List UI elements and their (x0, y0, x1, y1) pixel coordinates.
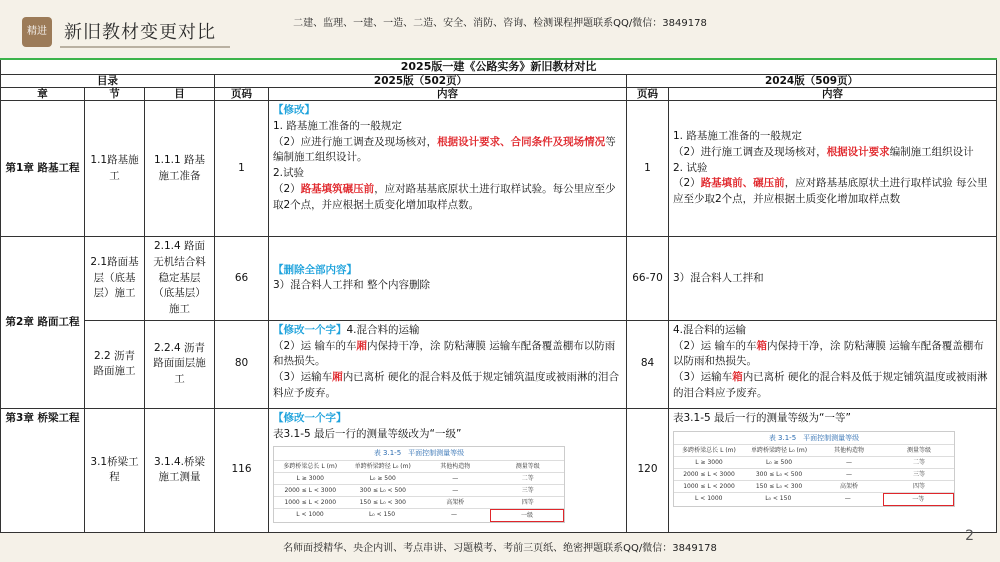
content-line: 2.试验 (273, 167, 305, 179)
cell-content-2025 (269, 101, 627, 237)
cell-page-2025: 116 (215, 408, 269, 532)
cell-content-2025 (269, 320, 627, 408)
embedded-table-2025 (273, 446, 565, 523)
content-line: （3）运输车箱内已离析 硬化的混合料及低于规定铺筑温度或被雨淋的泪合料应予废弃。 (673, 371, 988, 399)
embedded-table-row: 2000 ≤ L < 3000 300 ≤ L₀ < 500 — 三等 (274, 484, 564, 496)
change-tag: 【修改一个字】 (273, 411, 347, 424)
embedded-table-title: 表 3.1-5 平面控制测量等级 (768, 433, 860, 442)
slide-title: 新旧教材变更对比 (64, 22, 216, 43)
col-header-mu: 目 (145, 88, 215, 101)
col-header-page-2024: 页码 (627, 88, 669, 101)
cell-mu: 2.1.4 路面无机结合料稳定基层（底基层）施工 (145, 237, 215, 321)
table-row (1, 101, 997, 237)
embedded-table-header: 多跨桥梁总长 L (m) 单跨桥梁跨径 L₀ (m) 其他构造物 测量等级 (274, 460, 564, 472)
cell-page-2025: 80 (215, 320, 269, 408)
content-line: （2）运 输车的车箱内保持干净，涂 防粘薄膜 运输车配备覆盖棚布以防雨和热损失。 (673, 339, 984, 368)
slide-header (0, 0, 1000, 58)
cell-content-2024 (669, 408, 997, 532)
cell-jie: 2.2 沥青路面施工 (85, 320, 145, 408)
embedded-table-row: 1000 ≤ L < 2000 150 ≤ L₀ < 300 高架桥 四等 (274, 496, 564, 508)
comparison-table (0, 58, 997, 533)
embedded-table-row: L ≥ 3000 L₀ ≥ 500 — 二等 (674, 456, 954, 468)
cell-page-2024: 120 (627, 408, 669, 532)
col-header-zhang: 章 (1, 88, 85, 101)
cell-page-2024: 84 (627, 320, 669, 408)
cell-mu: 3.1.4.桥梁施工测量 (145, 408, 215, 532)
content-line: （2）路基填前、碾压前，应对路基基底原状土进行取样试验 每公里应至少取2个点，并应根据土质变化增加取样点数 (673, 177, 988, 206)
logo: 精进 (22, 17, 52, 47)
cell-page-2024: 66-70 (627, 237, 669, 321)
cell-content-2024 (669, 320, 997, 408)
content-line: （2）运 输车的车厢内保持干净，涂 防粘薄膜 运输车配备覆盖棚布以防雨和热损失。 (273, 339, 616, 368)
embedded-table-row: L < 1000 L₀ < 150 — 一级 (274, 508, 564, 522)
table-row (1, 408, 997, 532)
change-tag: 【修改】 (273, 104, 315, 116)
cell-mu: 1.1.1 路基施工准备 (145, 101, 215, 237)
content-line: 【修改一个字】4.混合料的运输 (273, 323, 420, 336)
change-tag: 【删除全部内容】 (273, 263, 357, 276)
table-row (1, 320, 997, 408)
embedded-table-title: 表 3.1-5 平面控制测量等级 (373, 449, 465, 458)
cell-zhang: 第2章 路面工程 (1, 237, 85, 409)
top-contact-note: 二建、监理、一建、一造、二造、安全、消防、咨询、检测课程押题联系QQ/微信：3849178 (293, 18, 707, 29)
col-header-page-2025: 页码 (215, 88, 269, 101)
embedded-table-row: 2000 ≤ L < 3000 300 ≤ L₀ < 500 — 三等 (674, 468, 954, 480)
embedded-table-row: L ≥ 3000 L₀ ≥ 500 — 二等 (274, 472, 564, 484)
content-line: 表3.1-5 最后一行的测量等级为“一等” (673, 411, 851, 424)
col-header-jie: 节 (85, 88, 145, 101)
content-line: 4.混合料的运输 (673, 323, 747, 336)
table-main-title: 2025版一建《公路实务》新旧教材对比 (1, 59, 997, 75)
embedded-table-header: 多跨桥梁总长 L (m) 单跨桥梁跨径 L₀ (m) 其他构造物 测量等级 (674, 444, 954, 456)
cell-zhang: 第3章 桥梁工程 (1, 408, 85, 532)
cell-content-2024: 3）混合料人工拌和 (669, 237, 997, 321)
content-line: 3）混合料人工拌和 整个内容删除 (273, 279, 431, 292)
embedded-table-row: 1000 ≤ L < 2000 150 ≤ L₀ < 300 高架桥 四等 (674, 480, 954, 492)
col-header-content-2024: 内容 (669, 88, 997, 101)
cell-page-2025: 1 (215, 101, 269, 237)
content-line: 表3.1-5 最后一行的测量等级改为“一级” (273, 427, 462, 440)
group-header-mulu: 目录 (1, 75, 215, 88)
group-header-2025: 2025版（502页） (215, 75, 627, 88)
title-underline (60, 46, 230, 48)
cell-jie: 3.1桥梁工程 (85, 408, 145, 532)
cell-content-2025 (269, 237, 627, 321)
embedded-table-2024 (673, 431, 955, 508)
table-row (1, 237, 997, 321)
content-line: 1. 路基施工准备的一般规定 (273, 119, 402, 132)
content-line: （2）进行施工调查及现场核对，根据设计要求编制施工组织设计 (673, 145, 974, 158)
cell-page-2024: 1 (627, 101, 669, 237)
cell-mu: 2.2.4 沥青路面面层施工 (145, 320, 215, 408)
page-number: 2 (965, 528, 974, 544)
embedded-table-row: L < 1000 L₀ < 150 — 一等 (674, 492, 954, 506)
cell-content-2025 (269, 408, 627, 532)
content-line: （3）运输车厢内已离析 硬化的混合料及低于规定铺筑温度或被雨淋的泪合料应予废弃。 (273, 371, 620, 399)
cell-zhang: 第1章 路基工程 (1, 101, 85, 237)
bottom-contact-note: 名师面授精华、央企内训、考点串讲、习题模考、考前三页纸、绝密押题联系QQ/微信：3849178 (283, 543, 717, 554)
col-header-content-2025: 内容 (269, 88, 627, 101)
cell-jie: 1.1路基施工 (85, 101, 145, 237)
content-line: 2. 试验 (673, 161, 708, 174)
content-line: （2）应进行施工调查及现场核对，根据设计要求、合同条件及现场情况等编制施工组织设计。 (273, 135, 616, 164)
group-header-2024: 2024版（509页） (627, 75, 997, 88)
content-line: 1. 路基施工准备的一般规定 (673, 130, 802, 143)
cell-jie: 2.1路面基层（底基层）施工 (85, 237, 145, 321)
cell-content-2024 (669, 101, 997, 237)
cell-page-2025: 66 (215, 237, 269, 321)
content-line: （2）路基填筑碾压前，应对路基基底原状土进行取样试验。每公里应至少取2个点，并应根据土质变化增加取样点数。 (273, 182, 616, 211)
